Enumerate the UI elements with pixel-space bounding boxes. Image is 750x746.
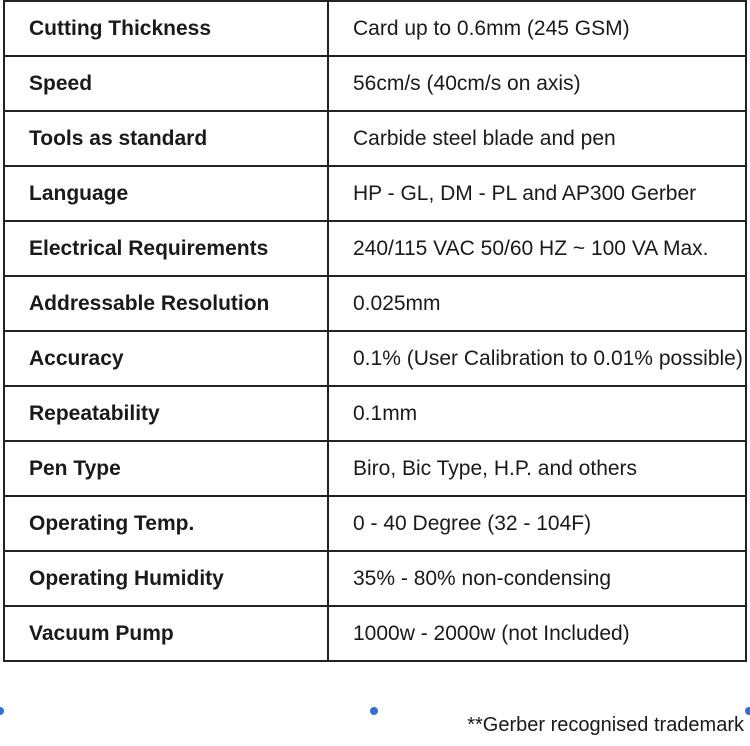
spec-label: Accuracy xyxy=(4,331,328,386)
trademark-footnote: **Gerber recognised trademark xyxy=(467,714,744,736)
table-row xyxy=(4,551,746,606)
spec-label: Speed xyxy=(4,56,328,111)
table-row xyxy=(4,386,746,441)
table-row xyxy=(4,166,746,221)
table-row xyxy=(4,276,746,331)
table-row xyxy=(4,331,746,386)
spec-label: Operating Humidity xyxy=(4,551,328,606)
spec-label: Electrical Requirements xyxy=(4,221,328,276)
selection-handle-right[interactable] xyxy=(745,707,750,715)
spec-label: Cutting Thickness xyxy=(4,1,328,56)
table-row xyxy=(4,1,746,56)
spec-label: Addressable Resolution xyxy=(4,276,328,331)
spec-value: HP - GL, DM - PL and AP300 Gerber xyxy=(328,166,746,221)
spec-value: 0.025mm xyxy=(328,276,746,331)
spec-value: Carbide steel blade and pen xyxy=(328,111,746,166)
spec-value: 1000w - 2000w (not Included) xyxy=(328,606,746,661)
table-row xyxy=(4,496,746,551)
table-row xyxy=(4,221,746,276)
table-row xyxy=(4,111,746,166)
selection-handle-left[interactable] xyxy=(0,707,4,715)
selection-handle-middle[interactable] xyxy=(370,707,378,715)
table-row xyxy=(4,606,746,661)
spec-label: Pen Type xyxy=(4,441,328,496)
spec-value: 0.1mm xyxy=(328,386,746,441)
table-row xyxy=(4,441,746,496)
spec-value: Biro, Bic Type, H.P. and others xyxy=(328,441,746,496)
spec-value: 56cm/s (40cm/s on axis) xyxy=(328,56,746,111)
spec-label: Tools as standard xyxy=(4,111,328,166)
spec-label: Repeatability xyxy=(4,386,328,441)
table-row xyxy=(4,56,746,111)
spec-value: 240/115 VAC 50/60 HZ ~ 100 VA Max. xyxy=(328,221,746,276)
spec-value: 0.1% (User Calibration to 0.01% possible) xyxy=(328,331,746,386)
spec-value: 35% - 80% non-condensing xyxy=(328,551,746,606)
spec-label: Operating Temp. xyxy=(4,496,328,551)
spec-value: 0 - 40 Degree (32 - 104F) xyxy=(328,496,746,551)
spec-value: Card up to 0.6mm (245 GSM) xyxy=(328,1,746,56)
spec-table xyxy=(3,0,747,662)
spec-label: Vacuum Pump xyxy=(4,606,328,661)
spec-label: Language xyxy=(4,166,328,221)
